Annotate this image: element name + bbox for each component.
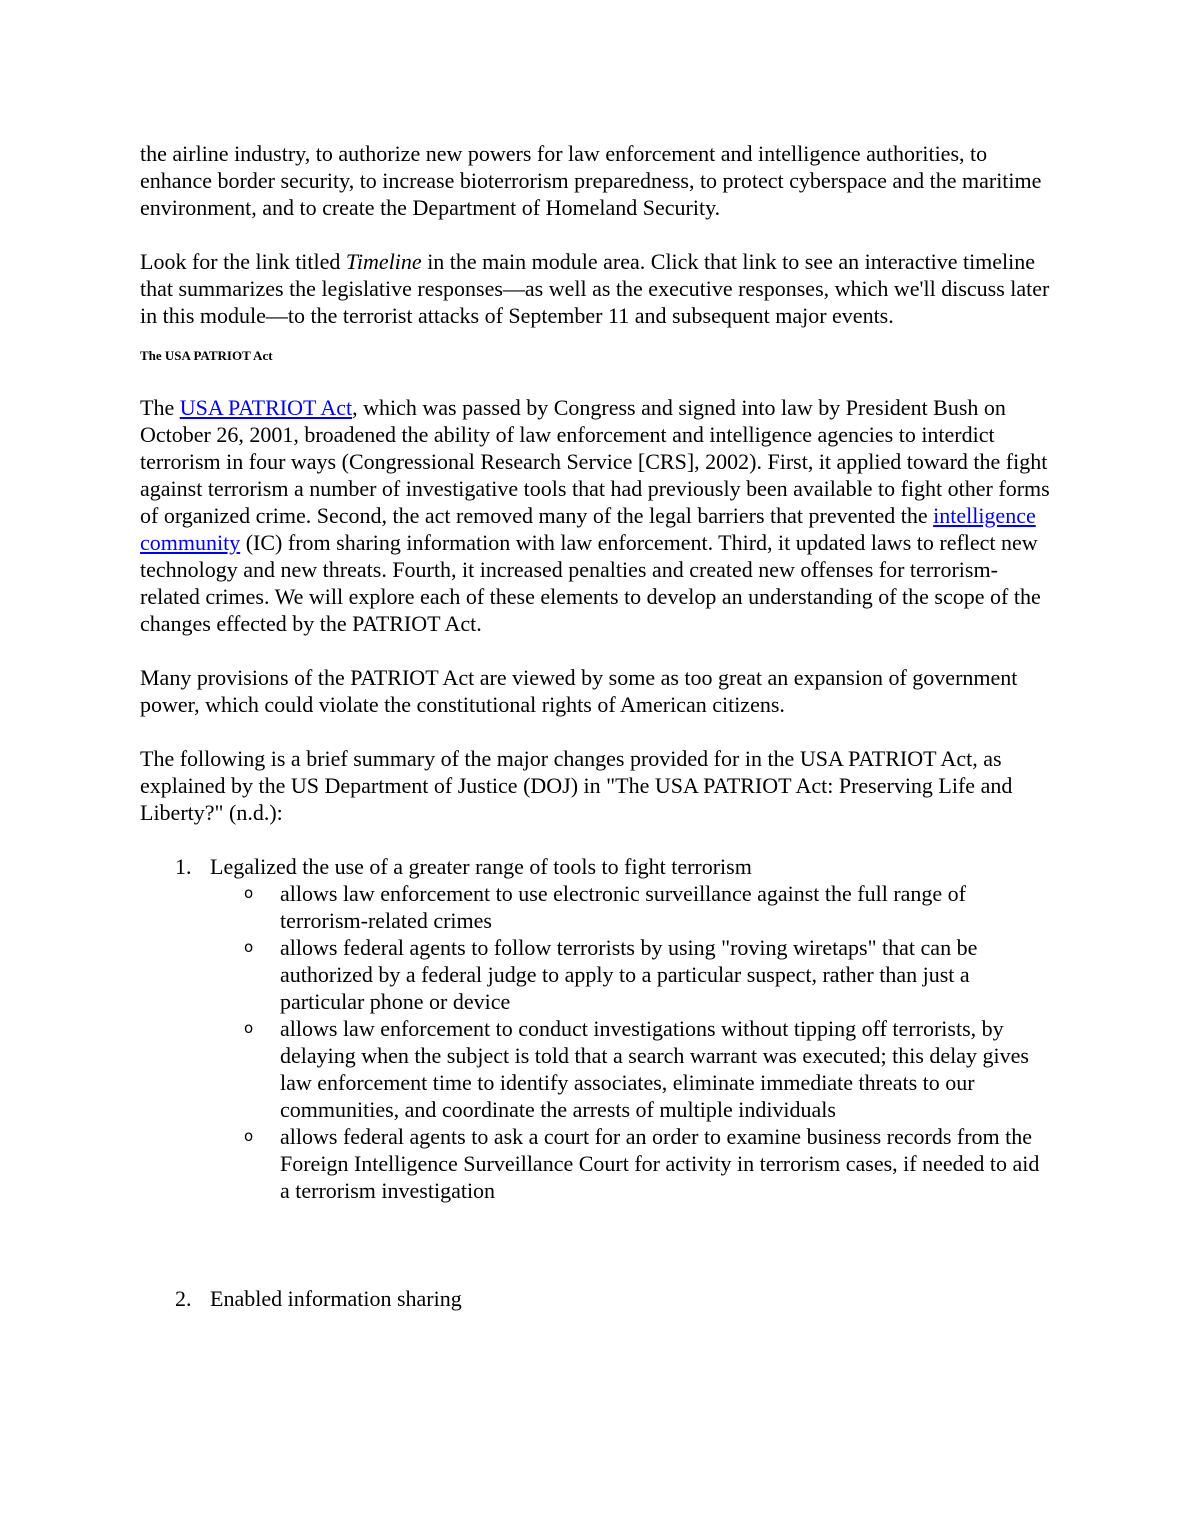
circle-bullet-icon: o [244,938,254,956]
sub-list-item-text: allows law enforcement to conduct investigations without tipping off terrorists, by delaying when the subject is told that a search warrant was executed; this delay gives law enforcement time to identify associates, eliminate immediate threats to our communities, and coordinate the arrests of multiple individuals [280,1016,1029,1122]
intelligence-community-link[interactable]: intelligence community [140,503,1036,555]
list-item-text: Legalized the use of a greater range of tools to fight terrorism [210,854,752,879]
list-item-text: Enabled information sharing [210,1286,462,1311]
sub-list-item-text: allows federal agents to follow terrorists by using "roving wiretaps" that can be authorized by a federal judge to apply to a particular suspect, rather than just a particular phone or device [280,935,978,1014]
list-item [140,853,1052,1204]
sub-list [210,880,1052,1204]
sub-list-item [210,1123,1052,1204]
sub-list-item-text: allows federal agents to ask a court for an order to examine business records from the Foreign Intelligence Surveillance Court for activity in terrorism cases, if needed to aid a terrorism investigation [280,1124,1040,1203]
timeline-italic: Timeline [345,249,422,274]
timeline-text-before: Look for the link titled [140,249,346,274]
circle-bullet-icon: o [244,1019,254,1037]
changes-list [140,853,1052,1312]
circle-bullet-icon: o [244,884,254,902]
timeline-text-after: in the main module area. Click that link to see an interactive timeline that summarizes the legislative responses—as well as the executive responses, which we'll discuss later in this module—to the terrorist attacks of September 11 and subsequent major events. [140,249,1050,328]
paragraph-summary-intro: The following is a brief summary of the major changes provided for in the USA PATRIOT Act, as explained by the US Department of Justice (DOJ) in "The USA PATRIOT Act: Preserving Life and Liberty?" (n.d.): [140,746,1013,825]
sub-list-item [210,934,1052,1015]
paragraph-patriot-act [140,394,1052,637]
patriot-text-before: The [140,395,180,420]
list-item-number: 1. [175,854,192,879]
patriot-text-middle: , which was passed by Congress and signed into law by President Bush on October 26, 2001, broadened the ability of law enforcement and intelligence agencies to interdict terrorism in four ways (Congressional Research Service [CRS], 2002). First, it applied toward the fight against terrorism a number of investigative tools that had previously been available to fight other forms of organized crime. Second, the act removed many of the legal barriers that prevented the [140,395,1050,528]
patriot-text-after: (IC) from sharing information with law enforcement. Third, it updated laws to reflect new technology and new threats. Fourth, it increased penalties and created new offenses for terrorism-related crimes. We will explore each of these elements to develop an understanding of the scope of the changes effected by the PATRIOT Act. [140,530,1041,636]
paragraph-intro: the airline industry, to authorize new powers for law enforcement and intelligence authorities, to enhance border security, to increase bioterrorism preparedness, to protect cyberspace and the maritime environment, and to create the Department of Homeland Security. [140,141,1042,220]
sub-list-item [210,1015,1052,1123]
usa-patriot-act-link[interactable]: USA PATRIOT Act [179,395,353,420]
paragraph-timeline [140,248,1052,329]
document-page [140,140,1052,1312]
list-item-number: 2. [175,1286,192,1311]
paragraph-provisions: Many provisions of the PATRIOT Act are viewed by some as too great an expansion of government power, which could violate the constitutional rights of American citizens. [140,665,1018,717]
list-item [140,1285,1052,1312]
section-heading: The USA PATRIOT Act [140,348,273,363]
circle-bullet-icon: o [244,1127,254,1145]
sub-list-item-text: allows law enforcement to use electronic surveillance against the full range of terrorism-related crimes [280,881,967,933]
sub-list-item [210,880,1052,934]
